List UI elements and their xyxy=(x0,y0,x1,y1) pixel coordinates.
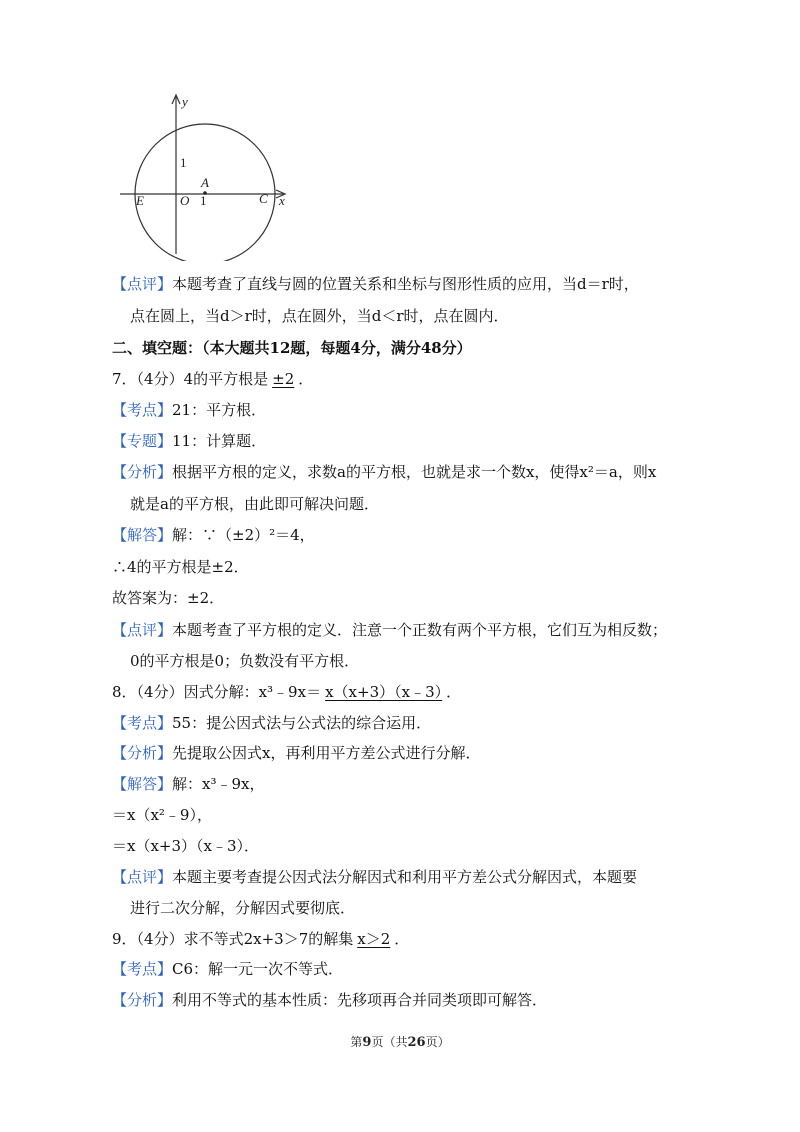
line-text: 55：提公因式法与公式法的综合运用． xyxy=(172,714,432,732)
tag-label: 【点评】 xyxy=(112,275,173,293)
origin-label: O xyxy=(180,193,190,208)
line-text: 11：计算题． xyxy=(172,432,267,450)
line-text: 利用不等式的基本性质：先移项再合并同类项即可解答． xyxy=(172,991,548,1009)
comment-line xyxy=(112,867,637,887)
question-end: ． xyxy=(446,683,462,701)
answer-blank: x＞2 xyxy=(357,930,391,948)
tag-label: 【分析】 xyxy=(112,463,173,481)
question-7 xyxy=(112,369,313,389)
point-e-label: E xyxy=(136,193,144,208)
question-text: 8．（4分）因式分解：x³﹣9x＝ xyxy=(112,683,322,701)
comment-line-cont: 0的平方根是0；负数没有平方根． xyxy=(130,652,360,670)
tag-label: 【解答】 xyxy=(112,775,173,793)
page-footer xyxy=(0,1033,800,1050)
question-text: 9．（4分）求不等式2x+3＞7的解集 xyxy=(112,930,354,948)
footer-middle: 页（共 xyxy=(371,1035,408,1049)
solution-line xyxy=(112,525,315,545)
page-number: 9 xyxy=(362,1035,372,1050)
question-end: ． xyxy=(394,930,410,948)
solution-line xyxy=(112,774,265,794)
knowledge-point-line xyxy=(112,713,431,733)
line-text: 解：x³﹣9x， xyxy=(172,775,265,793)
answer-blank: x（x+3）（x﹣3） xyxy=(325,683,443,701)
solution-step: 故答案为：±2． xyxy=(112,589,225,607)
tag-label: 【分析】 xyxy=(112,991,173,1009)
analysis-line xyxy=(112,743,480,763)
footer-prefix: 第 xyxy=(350,1035,363,1049)
tag-label: 【专题】 xyxy=(112,432,173,450)
line-text: C6：解一元一次不等式． xyxy=(172,960,344,978)
solution-step: ＝x（x²﹣9）， xyxy=(112,806,212,824)
solution-step: ＝x（x+3）（x﹣3）． xyxy=(112,837,260,855)
analysis-line-cont: 就是a的平方根，由此即可解决问题． xyxy=(130,495,379,513)
tag-label: 【点评】 xyxy=(112,868,173,886)
circle-coordinate-figure xyxy=(112,86,297,261)
comment-line-cont: 进行二次分解，分解因式要彻底． xyxy=(130,899,356,917)
tag-label: 【考点】 xyxy=(112,960,173,978)
x-tick-1: 1 xyxy=(200,193,207,208)
topic-line xyxy=(112,431,266,451)
line-text: 解：∵（±2）²＝4， xyxy=(172,526,315,544)
question-9 xyxy=(112,929,409,949)
question-end: ． xyxy=(298,370,314,388)
point-c-label: C xyxy=(259,191,268,206)
analysis-line xyxy=(112,990,547,1010)
question-text: 7．（4分）4的平方根是 xyxy=(112,370,269,388)
solution-step: ∴4的平方根是±2． xyxy=(112,558,249,576)
line-text: 本题考查了直线与圆的位置关系和坐标与图形性质的应用，当d＝r时， xyxy=(172,275,639,293)
tag-label: 【解答】 xyxy=(112,526,173,544)
y-tick-1: 1 xyxy=(180,155,187,170)
line-text: 根据平方根的定义，求数a的平方根，也就是求一个数x，使得x²＝a，则x xyxy=(172,463,657,481)
tag-label: 【考点】 xyxy=(112,401,173,419)
point-a-label: A xyxy=(201,175,209,190)
answer-blank: ±2 xyxy=(272,370,295,388)
line-text: 21：平方根． xyxy=(172,401,267,419)
knowledge-point-line xyxy=(112,400,266,420)
tag-label: 【考点】 xyxy=(112,714,173,732)
comment-line-cont: 点在圆上，当d＞r时，点在圆外，当d＜r时，点在圆内． xyxy=(130,307,509,325)
analysis-line xyxy=(112,462,656,482)
line-text: 先提取公因式x，再利用平方差公式进行分解． xyxy=(172,744,481,762)
tag-label: 【分析】 xyxy=(112,744,173,762)
line-text: 本题主要考查提公因式法分解因式和利用平方差公式分解因式，本题要 xyxy=(172,868,638,886)
question-8 xyxy=(112,682,461,702)
section-heading: 二、填空题：（本大题共12题，每题4分，满分48分） xyxy=(112,339,472,357)
total-pages: 26 xyxy=(407,1035,426,1050)
x-axis-label: x xyxy=(279,193,285,208)
y-axis-label: y xyxy=(182,94,188,109)
footer-suffix: 页） xyxy=(425,1035,450,1049)
comment-line xyxy=(112,274,639,294)
line-text: 本题考查了平方根的定义．注意一个正数有两个平方根，它们互为相反数； xyxy=(172,621,668,639)
tag-label: 【点评】 xyxy=(112,621,173,639)
knowledge-point-line xyxy=(112,959,343,979)
comment-line xyxy=(112,620,667,640)
